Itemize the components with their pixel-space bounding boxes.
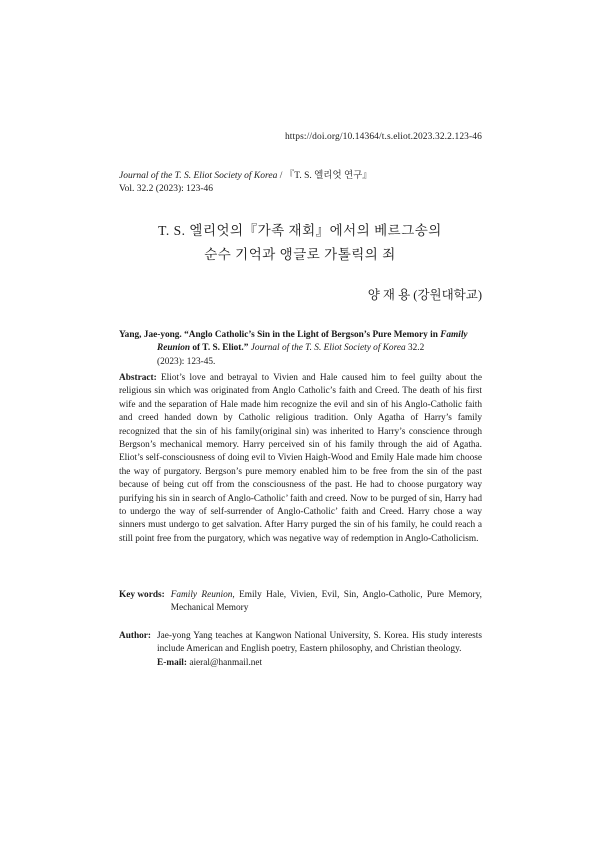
keywords	[119, 589, 482, 616]
email-row	[157, 657, 482, 670]
doi-link[interactable]: https://doi.org/10.14364/t.s.eliot.2023.32.2.123-46	[284, 132, 482, 142]
citation	[119, 329, 482, 369]
journal-name-italic: Journal of the T. S. Eliot Society of Korea	[119, 171, 278, 181]
citation-line-2	[119, 342, 482, 355]
title-line-2: 순수 기억과 앵글로 가톨릭의 죄	[204, 247, 396, 262]
citation-journal: Journal of the T. S. Eliot Society of Korea	[248, 343, 406, 354]
abstract-label: Abstract:	[119, 373, 157, 383]
abstract-text: Eliot’s love and betrayal to Vivien and Hale caused him to feel guilty about the religious sin which was originated from Anglo Catholic’s faith and Creed. The death of his first wife and the separation of Hale made him recognize the evil and sin of his Anglo-Catholic faith and creed handed down by Catholic religious tradition. Only Agatha of Harry’s family recognized that the sin of his family(original sin) was inherited to Harry’s conscience through Bergson’s mechanical memory. Harry perceived sin of his family through the aid of Agatha. Eliot’s self-consciousness of doing evil to Vivien Haigh-Wood and Emily Hale made him choose the way of purgatory. Bergson’s pure memory enabled him to be free from the sin of the past because of being cut off from the consciousness of the past. He had to choose purgatory way purifying his sin in search of Anglo-Catholic’ faith and creed. Now to be purged of sin, Harry had to undergo the way of self-surrender of Anglo-Catholic’ faith and Creed. Harry chose a way sinners must undergo to get salvation. After Harry purged the sin of his family, he could reach a still point free from the purgatory, which was negative way of redemption in Anglo-Catholicism.	[119, 373, 483, 544]
journal-name-kr: / 『T. S. 엘리엇 연구』	[277, 171, 372, 181]
paper-title	[0, 219, 600, 267]
author-bio-text: Jae-yong Yang teaches at Kangwon National University, S. Korea. His study interests include American and English poetry, Eastern philosophy, and Christian theology.	[157, 631, 482, 655]
citation-line-1	[119, 329, 482, 342]
keywords-rest: , Emily Hale, Vivien, Evil, Sin, Anglo-Catholic, Pure Memory, Mechanical Memory	[170, 590, 483, 614]
citation-volume: 32.2	[405, 343, 425, 354]
journal-name	[119, 170, 372, 183]
author-bio-label: Author:	[119, 631, 152, 641]
author-bio	[119, 630, 482, 670]
keywords-text	[171, 589, 482, 616]
journal-header	[119, 170, 372, 196]
citation-title-italic-1: Family	[440, 330, 468, 340]
email-label: E-mail:	[157, 657, 187, 668]
keywords-italic: Family Reunion	[170, 590, 233, 600]
email-address[interactable]: aieral@hanmail.net	[189, 657, 263, 668]
title-line-1: T. S. 엘리엇의『가족 재회』에서의 베르그송의	[158, 223, 442, 238]
keywords-label: Key words:	[119, 590, 165, 600]
citation-author: Yang, Jae-yong.	[119, 330, 182, 340]
abstract	[119, 372, 482, 546]
citation-title: “Anglo Catholic’s Sin in the Light of Bergson’s Pure Memory in	[181, 330, 441, 340]
citation-title-italic-2: Reunion	[157, 343, 191, 354]
citation-pages: (2023): 123-45.	[157, 356, 216, 367]
journal-volume: Vol. 32.2 (2023): 123-46	[119, 184, 214, 194]
author-bio-content	[157, 630, 482, 670]
citation-title-end: of T. S. Eliot.”	[190, 343, 249, 354]
author-korean: 양 재 용 (강원대학교)	[367, 288, 482, 302]
